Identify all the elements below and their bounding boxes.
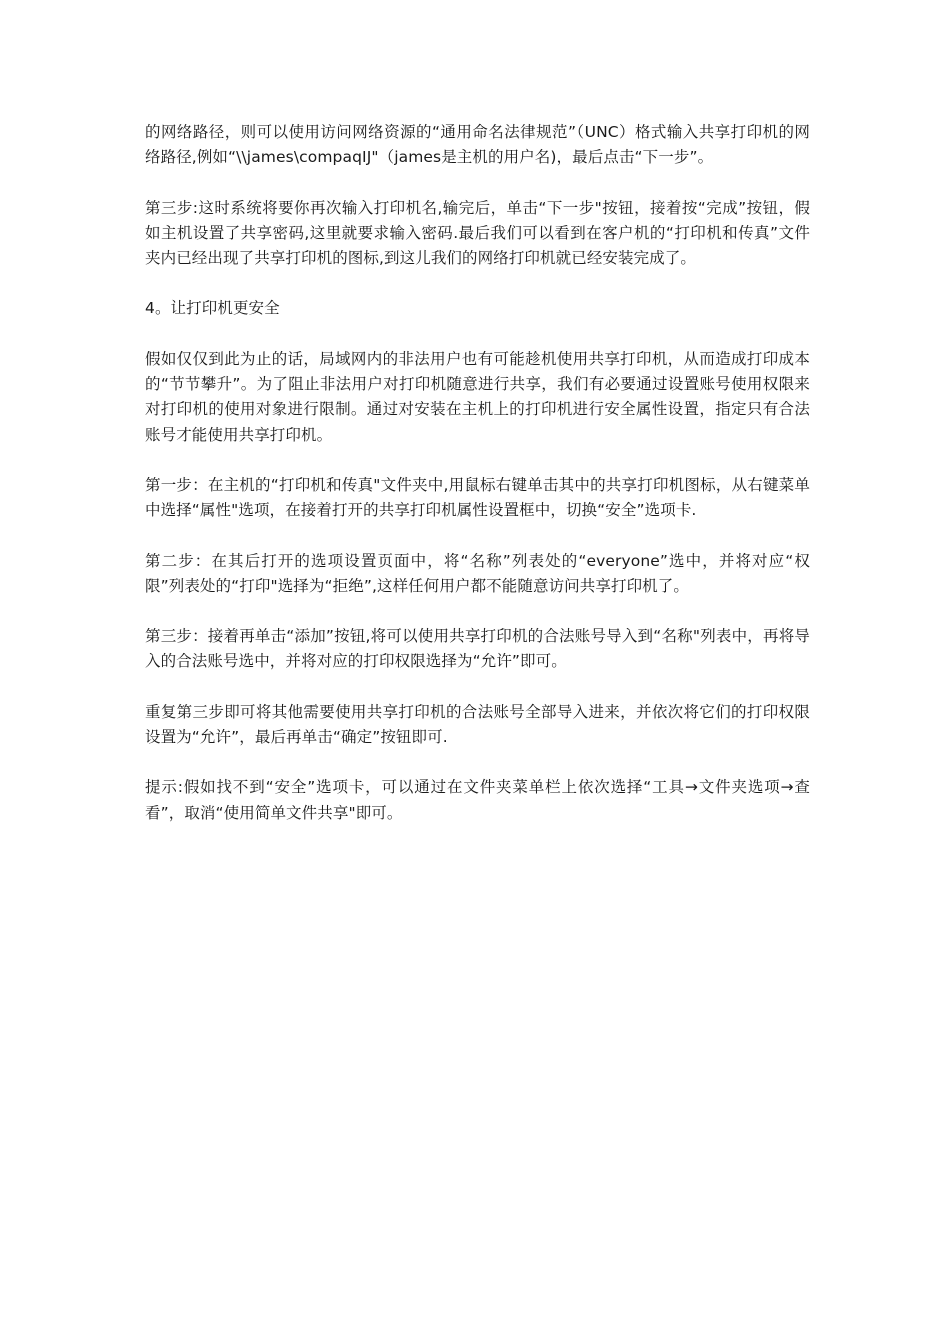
paragraph-security-intro: 假如仅仅到此为止的话，局域网内的非法用户也有可能趁机使用共享打印机，从而造成打印成本的“节节攀升”。为了阻止非法用户对打印机随意进行共享，我们有必要通过设置账号使用权限来对打印机的使用对象进行限制。通过对安装在主机上的打印机进行安全属性设置，指定只有合法账号才能使用共享打印机。: [145, 349, 810, 444]
paragraph-step-three-install: 第三步:这时系统将要你再次输入打印机名,输完后，单击“下一步"按钮，接着按“完成”按钮，假如主机设置了共享密码,这里就要求输入密码.最后我们可以看到在客户机的“打印机和传真”文件夹内已经出现了共享打印机的图标,到这儿我们的网络打印机就已经安装完成了。: [145, 198, 810, 268]
paragraph-repeat-step: 重复第三步即可将其他需要使用共享打印机的合法账号全部导入进来，并依次将它们的打印权限设置为“允许”，最后再单击“确定”按钮即可.: [145, 702, 810, 747]
paragraph-step-one-security: 第一步：在主机的“打印机和传真"文件夹中,用鼠标右键单击其中的共享打印机图标，从右键菜单中选择“属性"选项，在接着打开的共享打印机属性设置框中，切换“安全”选项卡.: [145, 475, 810, 520]
paragraph-unc-path: 的网络路径，则可以使用访问网络资源的“通用命名法律规范”（UNC）格式输入共享打印机的网络路径,例如“\\james\compaqIJ"（james是主机的用户名)，最后点击“下一步”。: [145, 123, 810, 167]
document-body: [145, 120, 810, 851]
paragraph-tip: 提示:假如找不到“安全”选项卡，可以通过在文件夹菜单栏上依次选择“工具→文件夹选项→查看”，取消“使用简单文件共享"即可。: [145, 778, 810, 822]
section-heading-secure-printer: 4。让打印机更安全: [145, 299, 280, 318]
paragraph-step-two-security: 第二步：在其后打开的选项设置页面中，将“名称”列表处的“everyone”选中，并将对应“权限”列表处的“打印"选择为“拒绝”,这样任何用户都不能随意访问共享打印机了。: [145, 551, 810, 595]
paragraph-step-three-security: 第三步：接着再单击“添加”按钮,将可以使用共享打印机的合法账号导入到“名称"列表中，再将导入的合法账号选中，并将对应的打印权限选择为“允许”即可。: [145, 627, 810, 671]
